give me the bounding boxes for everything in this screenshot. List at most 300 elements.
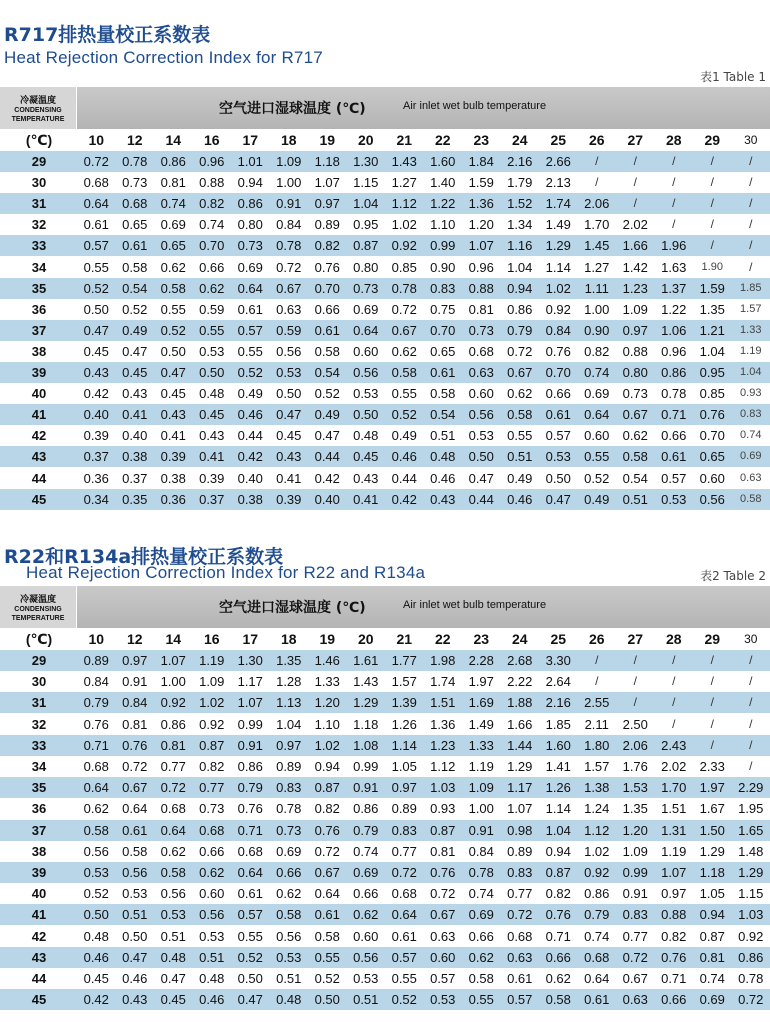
value-cell: 0.67 xyxy=(391,322,417,338)
value-cell: 0.55 xyxy=(584,449,610,465)
value-cell: / xyxy=(633,674,637,689)
value-cell: 0.50 xyxy=(199,365,225,380)
value-cell: 0.94 xyxy=(237,175,263,191)
value-cell: 0.64 xyxy=(353,322,379,338)
value-cell: 0.79 xyxy=(83,695,109,711)
value-cell: 0.86 xyxy=(237,196,263,212)
value-cell: / xyxy=(595,674,599,689)
value-cell: 0.57 xyxy=(661,470,687,486)
column-header-12: 12 xyxy=(126,631,143,647)
value-cell: 0.45 xyxy=(83,343,109,359)
value-cell: 0.66 xyxy=(199,843,225,859)
column-header-12: 12 xyxy=(126,132,143,148)
value-cell: 0.48 xyxy=(160,949,186,965)
value-cell: 0.62 xyxy=(83,801,109,817)
value-cell: 0.68 xyxy=(584,949,610,965)
value-cell: 0.52 xyxy=(314,971,340,986)
condensing-temperature-cell: 39 xyxy=(31,365,47,380)
value-cell: 0.67 xyxy=(314,865,340,880)
value-cell: 0.76 xyxy=(430,865,456,880)
value-cell: 0.96 xyxy=(199,154,225,169)
value-cell: / xyxy=(749,217,753,232)
value-cell: 0.49 xyxy=(122,322,148,338)
value-cell: 0.68 xyxy=(468,343,494,359)
value-cell: 1.10 xyxy=(430,217,456,233)
value-cell: 0.73 xyxy=(122,175,148,191)
value-cell: / xyxy=(749,674,753,689)
value-cell: 1.20 xyxy=(314,695,340,711)
value-cell: 0.50 xyxy=(545,470,571,486)
column-header-25: 25 xyxy=(550,631,567,647)
table-row xyxy=(0,947,770,968)
column-header-30: 30 xyxy=(744,632,758,646)
condensing-temperature-cell: 45 xyxy=(31,491,47,507)
value-cell: 1.29 xyxy=(353,695,379,711)
value-cell: 0.49 xyxy=(237,386,263,402)
value-cell: 0.83 xyxy=(276,780,302,796)
table-row xyxy=(0,756,770,777)
value-cell: 0.82 xyxy=(314,238,340,254)
condensing-temperature-cell: 37 xyxy=(31,322,47,338)
value-cell: 0.72 xyxy=(738,992,764,1008)
value-cell: 0.61 xyxy=(122,822,148,838)
value-cell: 1.19 xyxy=(468,759,494,774)
value-cell: 0.46 xyxy=(430,470,456,486)
value-cell: / xyxy=(595,175,599,190)
value-cell: 0.77 xyxy=(507,886,533,902)
value-cell: 0.83 xyxy=(622,907,648,923)
value-cell: 0.56 xyxy=(276,928,302,944)
value-cell: 1.49 xyxy=(545,217,571,233)
table-1-title-cn: R717排热量校正系数表 xyxy=(4,24,211,46)
value-cell: 0.70 xyxy=(314,280,340,296)
value-cell: 1.74 xyxy=(430,674,456,690)
value-cell: 0.62 xyxy=(622,428,648,444)
value-cell: 0.65 xyxy=(430,343,456,359)
value-cell: 0.77 xyxy=(199,780,225,796)
value-cell: 0.62 xyxy=(545,971,571,986)
value-cell: 0.83 xyxy=(430,280,456,296)
value-cell: 0.78 xyxy=(276,801,302,817)
value-cell: 0.44 xyxy=(468,491,494,507)
value-cell: 0.84 xyxy=(83,674,109,690)
value-cell: 0.66 xyxy=(661,428,687,444)
column-header-26: 26 xyxy=(588,631,605,647)
value-cell: / xyxy=(672,716,676,731)
value-cell: 1.42 xyxy=(622,259,648,275)
value-cell: 1.04 xyxy=(740,366,762,378)
value-cell: 1.24 xyxy=(584,801,610,817)
value-cell: 0.63 xyxy=(468,365,494,380)
value-cell: 1.45 xyxy=(584,238,610,254)
value-cell: 0.71 xyxy=(545,928,571,944)
value-cell: 0.66 xyxy=(276,865,302,880)
value-cell: 0.48 xyxy=(353,428,379,444)
value-cell: 0.38 xyxy=(160,470,186,486)
value-cell: 0.76 xyxy=(699,407,725,423)
value-cell: 0.64 xyxy=(83,196,109,212)
value-cell: 0.64 xyxy=(314,886,340,902)
value-cell: 0.46 xyxy=(122,971,148,986)
value-cell: 0.68 xyxy=(122,196,148,212)
value-cell: 0.66 xyxy=(545,949,571,965)
value-cell: 0.81 xyxy=(699,949,725,965)
value-cell: 0.61 xyxy=(122,238,148,254)
value-cell: 0.80 xyxy=(237,217,263,233)
value-cell: 0.74 xyxy=(468,886,494,902)
value-cell: 0.47 xyxy=(122,949,148,965)
value-cell: / xyxy=(672,154,676,168)
condensing-temperature-cell: 39 xyxy=(31,865,47,880)
value-cell: 0.65 xyxy=(699,449,725,465)
value-cell: 1.15 xyxy=(738,886,764,902)
wet-bulb-label-cn: 空气进口湿球温度 (℃) xyxy=(219,600,366,616)
value-cell: 0.94 xyxy=(314,759,340,774)
value-cell: 0.69 xyxy=(699,992,725,1008)
value-cell: 0.55 xyxy=(160,301,186,317)
column-header-25: 25 xyxy=(550,132,567,148)
value-cell: 0.92 xyxy=(391,238,417,254)
value-cell: 0.51 xyxy=(430,428,456,444)
value-cell: 1.02 xyxy=(584,843,610,859)
value-cell: 1.16 xyxy=(507,238,533,254)
column-header-30: 30 xyxy=(744,133,758,147)
table-2-header xyxy=(0,586,770,628)
value-cell: 1.07 xyxy=(160,653,186,668)
value-cell: 0.67 xyxy=(430,907,456,923)
value-cell: 0.66 xyxy=(353,886,379,902)
value-cell: 0.90 xyxy=(430,259,456,275)
value-cell: / xyxy=(749,196,753,211)
value-cell: 1.80 xyxy=(584,737,610,753)
value-cell: 0.69 xyxy=(584,386,610,402)
value-cell: 1.18 xyxy=(353,716,379,732)
value-cell: 0.78 xyxy=(468,865,494,880)
value-cell: 0.59 xyxy=(199,301,225,317)
condensing-temperature-cell: 32 xyxy=(31,716,47,732)
value-cell: 1.00 xyxy=(468,801,494,817)
value-cell: 0.88 xyxy=(199,175,225,191)
value-cell: 0.64 xyxy=(122,801,148,817)
value-cell: 0.68 xyxy=(160,801,186,817)
value-cell: 0.62 xyxy=(199,280,225,296)
value-cell: 0.73 xyxy=(353,280,379,296)
value-cell: 0.73 xyxy=(622,386,648,402)
value-cell: 0.68 xyxy=(199,822,225,838)
value-cell: 0.63 xyxy=(622,992,648,1008)
value-cell: 0.50 xyxy=(160,343,186,359)
value-cell: 0.58 xyxy=(545,992,571,1008)
value-cell: 0.53 xyxy=(353,971,379,986)
value-cell: 1.46 xyxy=(314,653,340,668)
value-cell: 0.58 xyxy=(622,449,648,465)
value-cell: 0.82 xyxy=(584,343,610,359)
condensing-temperature-label-en: CONDENSING TEMPERATURE xyxy=(11,606,65,622)
value-cell: 1.60 xyxy=(545,737,571,753)
value-cell: 0.99 xyxy=(430,238,456,254)
value-cell: 0.44 xyxy=(391,470,417,486)
value-cell: / xyxy=(749,653,753,667)
value-cell: 0.47 xyxy=(276,407,302,423)
column-header-18: 18 xyxy=(280,631,297,647)
value-cell: 1.88 xyxy=(507,695,533,711)
value-cell: 1.33 xyxy=(314,674,340,690)
value-cell: 1.48 xyxy=(738,843,764,859)
value-cell: 2.13 xyxy=(545,175,571,191)
value-cell: / xyxy=(672,695,676,710)
value-cell: 0.60 xyxy=(353,928,379,944)
value-cell: 1.29 xyxy=(738,865,764,880)
value-cell: 2.68 xyxy=(507,653,533,668)
value-cell: 1.90 xyxy=(701,260,723,273)
value-cell: 0.67 xyxy=(122,780,148,796)
value-cell: 1.04 xyxy=(507,259,533,275)
value-cell: 0.58 xyxy=(160,865,186,880)
value-cell: 0.37 xyxy=(83,449,109,465)
value-cell: 0.57 xyxy=(83,238,109,254)
value-cell: / xyxy=(710,217,714,232)
value-cell: 0.53 xyxy=(122,886,148,902)
value-cell: 0.64 xyxy=(237,865,263,880)
value-cell: 0.62 xyxy=(353,907,379,923)
column-header-23: 23 xyxy=(473,631,490,647)
value-cell: 0.56 xyxy=(160,886,186,902)
value-cell: 0.52 xyxy=(160,322,186,338)
value-cell: / xyxy=(672,175,676,190)
value-cell: 0.69 xyxy=(237,259,263,275)
value-cell: 0.72 xyxy=(160,780,186,796)
value-cell: 1.43 xyxy=(391,154,417,169)
value-cell: 3.30 xyxy=(545,653,571,668)
value-cell: 0.64 xyxy=(584,971,610,986)
value-cell: 0.68 xyxy=(237,843,263,859)
value-cell: 2.55 xyxy=(584,695,610,711)
value-cell: 0.40 xyxy=(314,491,340,507)
value-cell: 0.74 xyxy=(699,971,725,986)
column-header-23: 23 xyxy=(473,132,490,148)
table-row xyxy=(0,820,770,841)
value-cell: 0.97 xyxy=(661,886,687,902)
condensing-temperature-cell: 43 xyxy=(31,449,47,465)
value-cell: 0.85 xyxy=(391,259,417,275)
value-cell: 0.52 xyxy=(237,949,263,965)
value-cell: 0.48 xyxy=(430,449,456,465)
value-cell: 0.73 xyxy=(237,238,263,254)
column-header-29: 29 xyxy=(704,631,721,647)
value-cell: 0.69 xyxy=(740,450,762,463)
value-cell: 1.52 xyxy=(507,196,533,212)
value-cell: 0.94 xyxy=(699,907,725,923)
value-cell: 0.86 xyxy=(160,154,186,169)
value-cell: 0.79 xyxy=(507,322,533,338)
value-cell: 0.72 xyxy=(314,843,340,859)
value-cell: 0.50 xyxy=(276,386,302,402)
condensing-temperature-label-cn: 冷凝温度 xyxy=(19,595,56,605)
condensing-temperature-label-en: CONDENSING TEMPERATURE xyxy=(11,107,65,123)
value-cell: 0.81 xyxy=(160,737,186,753)
value-cell: 0.53 xyxy=(353,386,379,402)
value-cell: 0.80 xyxy=(622,365,648,380)
value-cell: 0.62 xyxy=(507,386,533,402)
table-row xyxy=(0,714,770,735)
value-cell: 0.57 xyxy=(237,907,263,923)
value-cell: 1.66 xyxy=(622,238,648,254)
value-cell: 1.05 xyxy=(699,886,725,902)
value-cell: 0.73 xyxy=(276,822,302,838)
value-cell: 0.52 xyxy=(237,365,263,380)
value-cell: 0.37 xyxy=(199,491,225,507)
value-cell: 0.84 xyxy=(545,322,571,338)
column-header-16: 16 xyxy=(203,132,220,148)
value-cell: 0.76 xyxy=(314,259,340,275)
value-cell: 0.81 xyxy=(430,843,456,859)
value-cell: 1.26 xyxy=(391,716,417,732)
value-cell: 1.39 xyxy=(391,695,417,711)
value-cell: 0.55 xyxy=(391,386,417,402)
table-2-title-cn: R22和R134a排热量校正系数表 xyxy=(4,546,284,568)
value-cell: 0.40 xyxy=(122,428,148,444)
value-cell: 0.69 xyxy=(353,301,379,317)
value-cell: / xyxy=(633,695,637,710)
value-cell: 1.97 xyxy=(699,780,725,796)
value-cell: / xyxy=(710,175,714,190)
value-cell: 1.59 xyxy=(699,280,725,296)
value-cell: / xyxy=(595,154,599,168)
value-cell: 1.09 xyxy=(622,301,648,317)
wet-bulb-label-en: Air inlet wet bulb temperature xyxy=(403,100,547,112)
value-cell: 1.57 xyxy=(391,674,417,690)
value-cell: 0.55 xyxy=(468,992,494,1008)
value-cell: 0.62 xyxy=(391,343,417,359)
value-cell: 1.51 xyxy=(661,801,687,817)
value-cell: 0.41 xyxy=(353,491,379,507)
value-cell: 0.52 xyxy=(584,470,610,486)
value-cell: 1.85 xyxy=(740,281,762,294)
value-cell: 1.21 xyxy=(699,322,725,338)
value-cell: 0.92 xyxy=(738,928,764,944)
condensing-temperature-cell: 44 xyxy=(31,470,47,486)
value-cell: 0.87 xyxy=(199,737,225,753)
value-cell: 0.72 xyxy=(622,949,648,965)
value-cell: 0.87 xyxy=(699,928,725,944)
value-cell: 0.71 xyxy=(661,407,687,423)
value-cell: 0.51 xyxy=(622,491,648,507)
value-cell: 1.00 xyxy=(276,175,302,191)
column-header-20: 20 xyxy=(357,631,374,647)
value-cell: 0.78 xyxy=(661,386,687,402)
value-cell: 0.71 xyxy=(237,822,263,838)
value-cell: 0.78 xyxy=(391,280,417,296)
value-cell: / xyxy=(749,695,753,710)
value-cell: 0.72 xyxy=(507,343,533,359)
condensing-temperature-cell: 34 xyxy=(31,259,47,275)
value-cell: 0.60 xyxy=(199,886,225,902)
value-cell: 0.82 xyxy=(661,928,687,944)
value-cell: 0.69 xyxy=(276,843,302,859)
value-cell: 0.43 xyxy=(430,491,456,507)
value-cell: 1.07 xyxy=(237,695,263,711)
value-cell: 2.06 xyxy=(584,196,610,212)
value-cell: 1.35 xyxy=(622,801,648,817)
value-cell: 0.52 xyxy=(314,386,340,402)
value-cell: 0.55 xyxy=(83,259,109,275)
value-cell: 1.07 xyxy=(507,801,533,817)
value-cell: 0.61 xyxy=(391,928,417,944)
value-cell: 0.36 xyxy=(160,491,186,507)
value-cell: 0.66 xyxy=(468,928,494,944)
value-cell: 0.55 xyxy=(199,322,225,338)
value-cell: / xyxy=(710,695,714,710)
value-cell: 0.39 xyxy=(199,470,225,486)
value-cell: 0.58 xyxy=(314,343,340,359)
value-cell: 0.61 xyxy=(507,971,533,986)
value-cell: 0.94 xyxy=(507,280,533,296)
value-cell: 0.51 xyxy=(122,907,148,923)
value-cell: / xyxy=(749,154,753,168)
value-cell: 0.53 xyxy=(276,365,302,380)
value-cell: 0.74 xyxy=(160,196,186,212)
value-cell: 1.00 xyxy=(160,674,186,690)
value-cell: 0.60 xyxy=(699,470,725,486)
value-cell: 0.37 xyxy=(122,470,148,486)
value-cell: 0.86 xyxy=(160,716,186,732)
value-cell: 0.55 xyxy=(391,971,417,986)
value-cell: 0.43 xyxy=(122,992,148,1008)
value-cell: 0.46 xyxy=(83,949,109,965)
value-cell: 0.51 xyxy=(160,928,186,944)
value-cell: 0.86 xyxy=(237,759,263,774)
column-header-22: 22 xyxy=(434,132,451,148)
value-cell: 0.61 xyxy=(83,217,109,233)
condensing-temperature-cell: 38 xyxy=(31,843,47,859)
value-cell: 0.88 xyxy=(622,343,648,359)
value-cell: 1.04 xyxy=(545,822,571,838)
value-cell: 0.39 xyxy=(160,449,186,465)
value-cell: 0.62 xyxy=(468,949,494,965)
value-cell: 1.09 xyxy=(199,674,225,690)
value-cell: 0.45 xyxy=(160,386,186,402)
value-cell: 0.56 xyxy=(122,865,148,880)
value-cell: 0.99 xyxy=(622,865,648,880)
value-cell: 1.57 xyxy=(584,759,610,774)
value-cell: 0.45 xyxy=(199,407,225,423)
value-cell: 1.70 xyxy=(584,217,610,233)
value-cell: 0.62 xyxy=(160,843,186,859)
value-cell: 0.66 xyxy=(199,259,225,275)
value-cell: 2.06 xyxy=(622,737,648,753)
value-cell: 0.79 xyxy=(353,822,379,838)
value-cell: 0.64 xyxy=(391,907,417,923)
condensing-temperature-cell: 30 xyxy=(31,175,47,191)
value-cell: 0.53 xyxy=(468,428,494,444)
value-cell: 0.47 xyxy=(160,365,186,380)
value-cell: 0.45 xyxy=(122,365,148,380)
value-cell: 1.07 xyxy=(468,238,494,254)
condensing-temperature-cell: 36 xyxy=(31,301,47,317)
value-cell: 1.95 xyxy=(738,801,764,817)
value-cell: 0.77 xyxy=(160,759,186,774)
value-cell: 0.42 xyxy=(83,992,109,1008)
value-cell: 0.67 xyxy=(507,365,533,380)
value-cell: 0.47 xyxy=(468,470,494,486)
value-cell: 0.47 xyxy=(545,491,571,507)
value-cell: 0.91 xyxy=(468,822,494,838)
value-cell: 0.73 xyxy=(199,801,225,817)
value-cell: 0.42 xyxy=(314,470,340,486)
value-cell: 1.19 xyxy=(740,344,762,357)
value-cell: 2.66 xyxy=(545,154,571,169)
value-cell: 0.58 xyxy=(160,280,186,296)
